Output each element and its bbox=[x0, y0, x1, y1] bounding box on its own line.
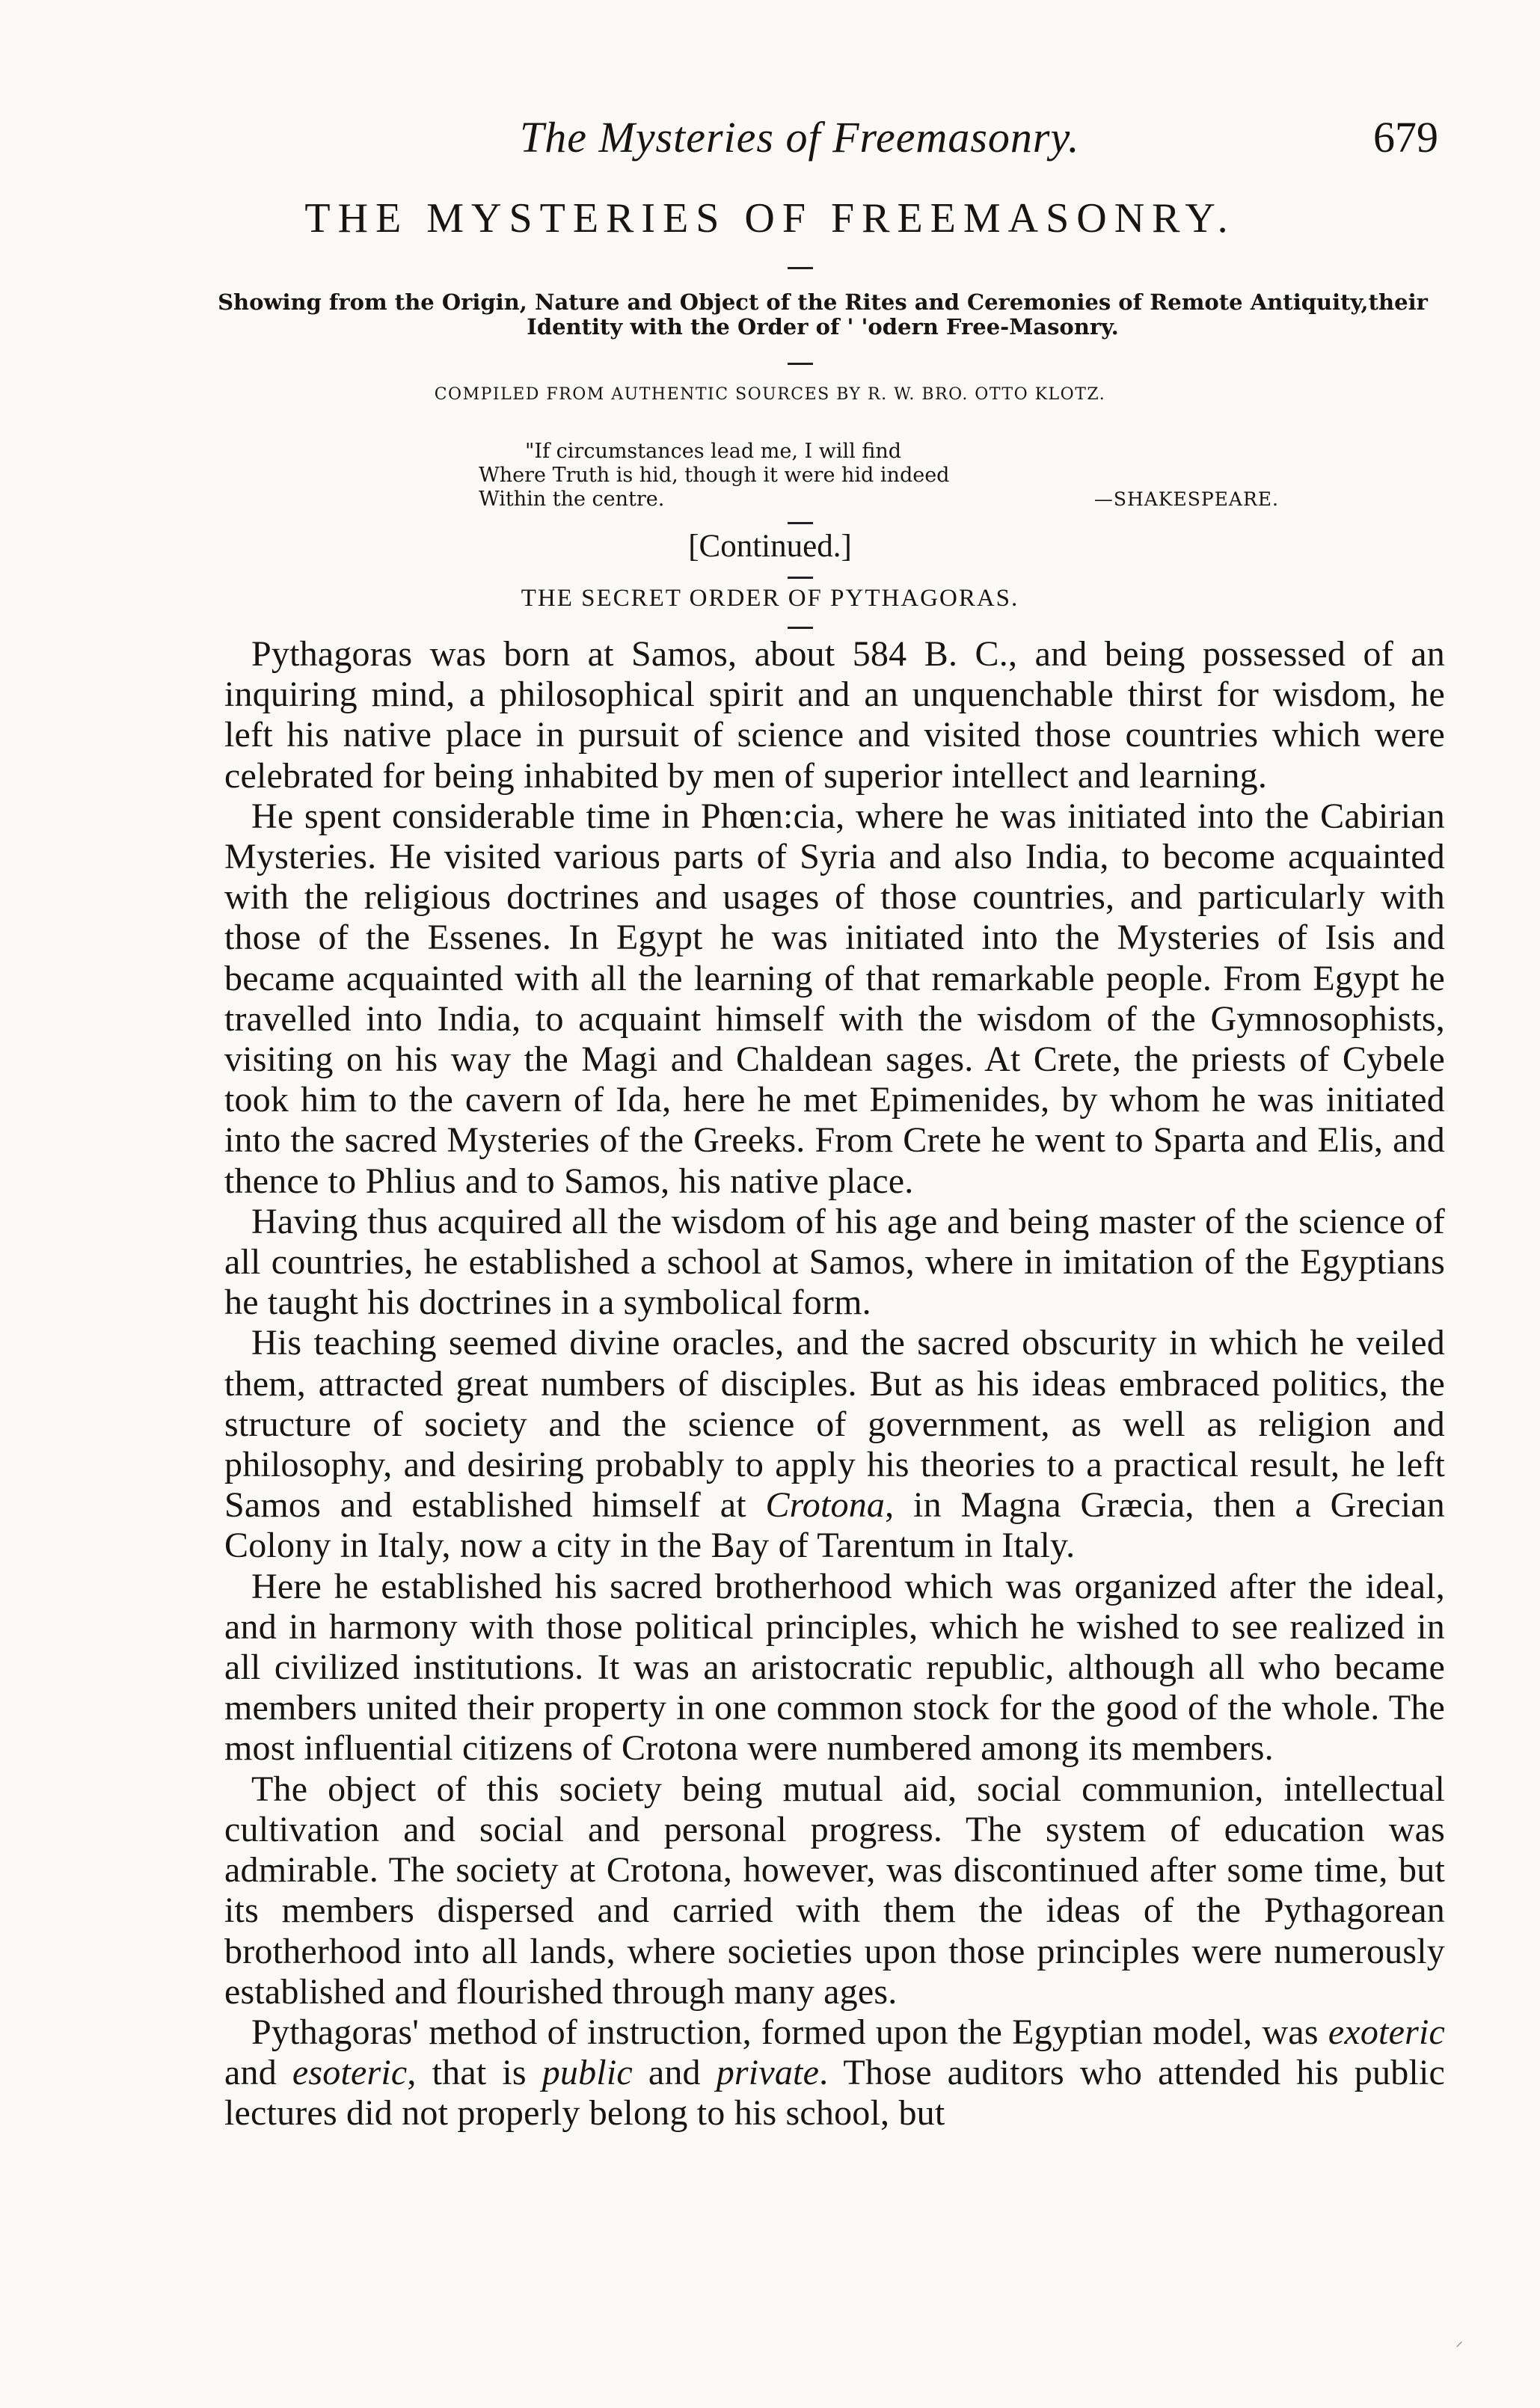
place-name: Crotona bbox=[765, 1485, 886, 1526]
paragraph: Here he established his sacred brotherhood which was organized after the ideal, and in harmony with those political principles, which he wished to see realized in all civilized institutions. It was an aristocratic republic, although all who became members united their property in one common stock for the good of the whole. The most influential citizens of Crotona were numbered among its members. bbox=[224, 1566, 1445, 1769]
corner-mark: ⸝ bbox=[1455, 2332, 1463, 2350]
paragraph: He spent considerable time in Phœn:cia, where he was initiated into the Cabirian Mysteries. He visited various parts of Syria and also India, to become acquainted with the religious doctrines and usages of those countries, and particularly with those of the Essenes. In Egypt he was initiated into the Mysteries of Isis and became acquainted with all the learning of that remarkable people. From Egypt he travelled into India, to acquaint himself with the wisdom of the Gymnosophists, visiting on his way the Magi and Chaldean sages. At Crete, the priests of Cybele took him to the cavern of Ida, here he met Epimenides, by whom he was initiated into the sacred Mysteries of the Greeks. From Crete he went to Sparta and Elis, and thence to Phlius and to Samos, his native place. bbox=[224, 796, 1445, 1201]
epigraph-attribution: —SHAKESPEARE. bbox=[1093, 488, 1279, 510]
paragraph: Having thus acquired all the wisdom of his age and being master of the science of all countries, he established a school at Samos, where in imitation of the Egyptians he taught his doctrines in a symbolical form. bbox=[224, 1201, 1445, 1323]
divider bbox=[788, 363, 813, 365]
epigraph bbox=[479, 440, 1279, 512]
divider bbox=[788, 522, 813, 524]
running-title: The Mysteries of Freemasonry. bbox=[520, 113, 1080, 162]
paragraph: Pythagoras' method of instruction, formed upon the Egyptian model, was exoteric and esoteric, that is public and private. Those auditors who attended his public lectures did not properly belong to his school, but bbox=[224, 2012, 1445, 2134]
continued-note: [Continued.] bbox=[688, 529, 852, 564]
divider bbox=[788, 267, 813, 269]
paragraph: The object of this society being mutual aid, social communion, intellectual cultivation and social and personal progress. The system of education was admirable. The society at Crotona, however, was discontinued after some time, but its members dispersed and carried with them the ideas of the Pythagorean brotherhood into all lands, where societies upon those principles were numerously established and flourished through many ages. bbox=[224, 1769, 1445, 2012]
article-subtitle: Showing from the Origin, Nature and Object of the Rites and Ceremonies of Remote Antiquity,their Identity with the Order of ' 'odern Free-Masonry. bbox=[218, 289, 1428, 340]
divider bbox=[788, 577, 813, 579]
page-number: 679 bbox=[1373, 113, 1438, 162]
epigraph-line: Within the centre. bbox=[479, 488, 665, 511]
epigraph-line: Where Truth is hid, though it were hid indeed bbox=[479, 464, 950, 487]
paragraph: His teaching seemed divine oracles, and the sacred obscurity in which he veiled them, attracted great numbers of disciples. But as his ideas embraced politics, the structure of society and the science of government, as well as religion and philosophy, and desiring probably to apply his theories to a practical result, he left Samos and established himself at Crotona, in Magna Græcia, then a Grecian Colony in Italy, now a city in the Bay of Tarentum in Italy. bbox=[224, 1323, 1445, 1566]
article-body bbox=[224, 634, 1445, 2134]
article-title: THE MYSTERIES OF FREEMASONRY. bbox=[304, 195, 1236, 242]
divider bbox=[788, 627, 813, 629]
compiled-by-line: COMPILED FROM AUTHENTIC SOURCES BY R. W. BRO. OTTO KLOTZ. bbox=[434, 385, 1106, 404]
epigraph-line: "If circumstances lead me, I will find bbox=[525, 440, 902, 463]
paragraph: Pythagoras was born at Samos, about 584 B. C., and being possessed of an inquiring mind, a philosophical spirit and an unquenchable thirst for wisdom, he left his native place in pursuit of science and visited those countries which were celebrated for being inhabited by men of superior intellect and learning. bbox=[224, 634, 1445, 796]
section-heading: THE SECRET ORDER OF PYTHAGORAS. bbox=[521, 585, 1019, 612]
